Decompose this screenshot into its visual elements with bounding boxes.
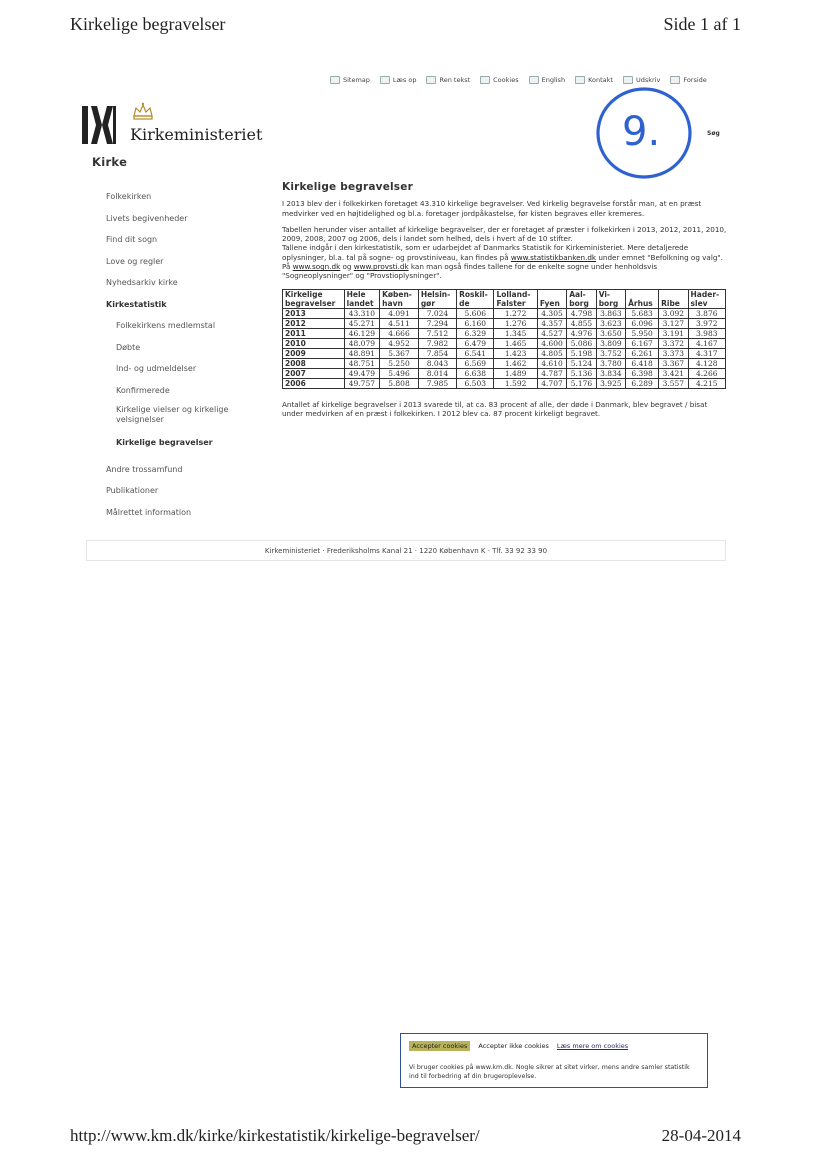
table-cell: 4.266 (688, 368, 725, 378)
table-cell: 8.043 (418, 358, 456, 368)
sidebar-item-publikationer[interactable]: Publikationer (106, 486, 159, 495)
table-cell: 5.367 (380, 348, 419, 358)
sidebar-item-find-dit-sogn[interactable]: Find dit sogn (106, 235, 158, 244)
table-cell: 4.215 (688, 378, 725, 388)
table-cell: 48.891 (344, 348, 380, 358)
table-cell: 3.780 (596, 358, 625, 368)
column-header: Kirkelige begravelser (283, 289, 345, 308)
table-cell: 3.650 (596, 328, 625, 338)
table-cell: 3.983 (688, 328, 725, 338)
table-cell: 3.373 (659, 348, 688, 358)
main-content (282, 183, 727, 425)
column-header: Aal- borg (567, 289, 596, 308)
topnav-home[interactable]: Forside (670, 76, 706, 84)
table-cell: 5.606 (457, 308, 494, 318)
table-body (283, 308, 726, 388)
decline-cookies-button[interactable]: Accepter ikke cookies (478, 1042, 549, 1050)
topnav-read-aloud[interactable]: Læs op (380, 76, 417, 84)
table-cell: 7.294 (418, 318, 456, 328)
table-cell: 6.329 (457, 328, 494, 338)
print-page-info: Side 1 af 1 (663, 14, 741, 34)
topnav-contact[interactable]: Kontakt (575, 76, 613, 84)
handwritten-number-stamp (594, 83, 696, 183)
table-description: Tabellen herunder viser antallet af kirkelige begravelser, der er foretaget af præster i folkekirken i 2013, 2012, 2011, 2010, 2009, 2008, 2007 og 2006, dels i landet som helhed, dels i hvert af de 10 stifter. (282, 224, 727, 244)
table-cell: 7.985 (418, 378, 456, 388)
table-cell: 3.876 (688, 308, 725, 318)
table-cell: 4.666 (380, 328, 419, 338)
sidebar-item-nyhedsarkiv[interactable]: Nyhedsarkiv kirke (106, 278, 178, 287)
link-statistikbanken[interactable]: www.statistikbanken.dk (510, 252, 597, 262)
table-cell: 3.092 (659, 308, 688, 318)
table-cell: 7.024 (418, 308, 456, 318)
table-cell: 49.757 (344, 378, 380, 388)
column-header: Helsin- gør (418, 289, 456, 308)
table-cell: 8.014 (418, 368, 456, 378)
intro-paragraph: I 2013 blev der i folkekirken foretaget 43.310 kirkelige begravelser. Ved kirkelig begravelse forstår man, at en præst medvirker ved en højtidelighed og bl.a. foretager jordpåkastelse, før kisten begraves eller kremeres. (282, 199, 702, 218)
sitemap-icon (330, 76, 340, 84)
row-year: 2006 (283, 378, 345, 388)
table-cell: 5.950 (626, 328, 659, 338)
table-header-row (283, 289, 726, 308)
row-year: 2012 (283, 318, 345, 328)
table-cell: 3.421 (659, 368, 688, 378)
table-row (283, 368, 726, 378)
table-cell: 3.834 (596, 368, 625, 378)
table-cell: 45.271 (344, 318, 380, 328)
table-cell: 3.557 (659, 378, 688, 388)
table-cell: 3.752 (596, 348, 625, 358)
topnav-sitemap[interactable]: Sitemap (330, 76, 370, 84)
table-cell: 4.128 (688, 358, 725, 368)
table-cell: 4.610 (537, 358, 566, 368)
row-year: 2011 (283, 328, 345, 338)
table-row (283, 378, 726, 388)
table-cell: 4.317 (688, 348, 725, 358)
table-cell: 4.167 (688, 338, 725, 348)
column-header: Vi- borg (596, 289, 625, 308)
table-cell: 7.854 (418, 348, 456, 358)
table-cell: 4.527 (537, 328, 566, 338)
table-cell: 1.423 (494, 348, 537, 358)
logo-name: Kirkeministeriet (130, 125, 263, 144)
column-header: Århus (626, 289, 659, 308)
row-year: 2007 (283, 368, 345, 378)
topnav-print[interactable]: Udskriv (623, 76, 660, 84)
table-cell: 48.079 (344, 338, 380, 348)
table-cell: 48.751 (344, 358, 380, 368)
table-row (283, 348, 726, 358)
sidebar-subitem-ind-og-udmeldelser[interactable]: Ind- og udmeldelser (116, 364, 197, 373)
english-flag-icon (529, 76, 539, 84)
column-header: Lolland- Falster (494, 289, 537, 308)
table-cell: 6.638 (457, 368, 494, 378)
table-cell: 4.091 (380, 308, 419, 318)
table-cell: 1.465 (494, 338, 537, 348)
table-cell: 4.305 (537, 308, 566, 318)
table-cell: 4.511 (380, 318, 419, 328)
table-cell: 4.805 (537, 348, 566, 358)
table-cell: 6.167 (626, 338, 659, 348)
table-cell: 1.489 (494, 368, 537, 378)
column-header: Hele landet (344, 289, 380, 308)
table-cell: 6.096 (626, 318, 659, 328)
contact-icon (575, 76, 585, 84)
column-header: Ribe (659, 289, 688, 308)
topnav-english[interactable]: English (529, 76, 565, 84)
print-header-title: Kirkelige begravelser (70, 14, 226, 34)
table-cell: 43.310 (344, 308, 380, 318)
table-cell: 4.600 (537, 338, 566, 348)
column-header: Hader- slev (688, 289, 725, 308)
column-header: Fyen (537, 289, 566, 308)
table-cell: 46.129 (344, 328, 380, 338)
column-header: Køben- havn (380, 289, 419, 308)
cookie-banner (400, 1033, 708, 1088)
table-cell: 5.124 (567, 358, 596, 368)
search-link[interactable]: Søg (707, 130, 720, 137)
crown-icon (132, 102, 154, 120)
table-cell: 1.592 (494, 378, 537, 388)
sidebar-item-love-og-regler[interactable]: Love og regler (106, 256, 164, 266)
table-cell: 4.952 (380, 338, 419, 348)
sidebar-item-folkekirken[interactable]: Folkekirken (106, 192, 152, 201)
table-cell: 4.787 (537, 368, 566, 378)
topnav-plain-text[interactable]: Ren tekst (426, 76, 470, 84)
topnav-cookies[interactable]: Cookies (480, 76, 518, 84)
read-aloud-icon (380, 76, 390, 84)
sidebar-subitem-vielser[interactable]: Kirkelige vielser og kirkelige velsignelser (116, 405, 229, 424)
summary-paragraph: Antallet af kirkelige begravelser i 2013 svarede til, at ca. 83 procent af alle, der døde i Danmark, blev begravet / bisat under medvirken af en præst i folkekirken. I 2012 blev ca. 87 procent kirkeligt begravet. (282, 399, 708, 418)
table-cell: 6.541 (457, 348, 494, 358)
column-header: Roskil- de (457, 289, 494, 308)
stamp-text: 9. (622, 109, 661, 155)
sidebar-subitem-konfirmerede[interactable]: Konfirmerede (116, 385, 170, 395)
table-cell: 5.176 (567, 378, 596, 388)
row-year: 2008 (283, 358, 345, 368)
table-cell: 6.398 (626, 368, 659, 378)
sidebar-item-maalrettet-information[interactable]: Målrettet information (106, 507, 192, 517)
cookie-info-link[interactable]: Læs mere om cookies (556, 1042, 629, 1050)
sidebar-item-livets-begivenheder[interactable]: Livets begivenheder (106, 213, 188, 223)
table-cell: 1.272 (494, 308, 537, 318)
table-cell: 7.982 (418, 338, 456, 348)
print-date: 28-04-2014 (661, 1126, 741, 1145)
table-cell: 6.418 (626, 358, 659, 368)
table-cell: 6.503 (457, 378, 494, 388)
page-title: Kirkelige begravelser (282, 181, 413, 193)
table-cell: 4.707 (537, 378, 566, 388)
table-row (283, 318, 726, 328)
row-year: 2010 (283, 338, 345, 348)
table-cell: 6.479 (457, 338, 494, 348)
table-cell: 3.623 (596, 318, 625, 328)
sidebar-subitem-medlemstal[interactable]: Folkekirkens medlemstal (116, 321, 216, 330)
table-cell: 5.198 (567, 348, 596, 358)
table-cell: 1.276 (494, 318, 537, 328)
table-cell: 3.372 (659, 338, 688, 348)
burials-table (282, 289, 726, 389)
side-navigation (106, 190, 276, 527)
table-row (283, 338, 726, 348)
table-cell: 4.798 (567, 308, 596, 318)
table-cell: 5.496 (380, 368, 419, 378)
sidebar-subitem-doebte[interactable]: Døbte (116, 342, 141, 352)
table-cell: 5.086 (567, 338, 596, 348)
table-cell: 1.345 (494, 328, 537, 338)
print-url: http://www.km.dk/kirke/kirkestatistik/kirkelige-begravelser/ (70, 1126, 480, 1145)
table-cell: 5.808 (380, 378, 419, 388)
table-cell: 4.855 (567, 318, 596, 328)
table-cell: 1.462 (494, 358, 537, 368)
table-row (283, 358, 726, 368)
table-cell: 6.289 (626, 378, 659, 388)
table-cell: 5.683 (626, 308, 659, 318)
link-sogn[interactable]: www.sogn.dk (292, 262, 341, 272)
plain-text-icon (426, 76, 436, 84)
link-provsti[interactable]: www.provsti.dk (353, 262, 409, 272)
table-cell: 6.261 (626, 348, 659, 358)
table-cell: 3.863 (596, 308, 625, 318)
table-cell: 49.479 (344, 368, 380, 378)
table-cell: 4.976 (567, 328, 596, 338)
table-cell: 7.512 (418, 328, 456, 338)
sidebar-item-kirkestatistik[interactable]: Kirkestatistik (106, 299, 167, 309)
table-cell: 6.569 (457, 358, 494, 368)
table-cell: 3.127 (659, 318, 688, 328)
table-cell: 6.160 (457, 318, 494, 328)
accept-cookies-button[interactable]: Accepter cookies (409, 1041, 470, 1051)
table-row (283, 308, 726, 318)
ministry-logo-mark-icon (82, 106, 116, 144)
source-paragraph: Tallene indgår i den kirkestatistik, som er udarbejdet af Danmarks Statistik for Kirkeministeriet. Mere detaljerede oplysninger, bl.a. tal på sogne- og provstiniveau, kan findes på www.statistikbanken.dk under emnet "Befolkning og valg". På www.sogn.dk og www.provsti.dk kan man også findes tallene for de enkelte sogne under henholdsvis "Sogneoplysninger" og "Provstioplysninger". (282, 243, 723, 281)
row-year: 2013 (283, 308, 345, 318)
table-cell: 4.357 (537, 318, 566, 328)
table-cell: 5.136 (567, 368, 596, 378)
sidebar-subitem-begravelser-active[interactable]: Kirkelige begravelser (116, 438, 213, 447)
table-cell: 3.809 (596, 338, 625, 348)
table-row (283, 328, 726, 338)
row-year: 2009 (283, 348, 345, 358)
section-title: Kirke (92, 155, 128, 169)
site-logo[interactable] (82, 100, 282, 150)
table-cell: 3.925 (596, 378, 625, 388)
table-cell: 3.367 (659, 358, 688, 368)
site-footer: Kirkeministeriet · Frederiksholms Kanal 21 · 1220 København K · Tlf. 33 92 33 90 (86, 540, 726, 561)
table-cell: 5.250 (380, 358, 419, 368)
cookies-icon (480, 76, 490, 84)
cookie-message: Vi bruger cookies på www.km.dk. Nogle sikrer at sitet virker, mens andre samler statistik ind til forbedring af din brugeroplevelse. (409, 1064, 690, 1080)
sidebar-item-andre-trossamfund[interactable]: Andre trossamfund (106, 464, 183, 474)
table-cell: 3.191 (659, 328, 688, 338)
table-cell: 3.972 (688, 318, 725, 328)
